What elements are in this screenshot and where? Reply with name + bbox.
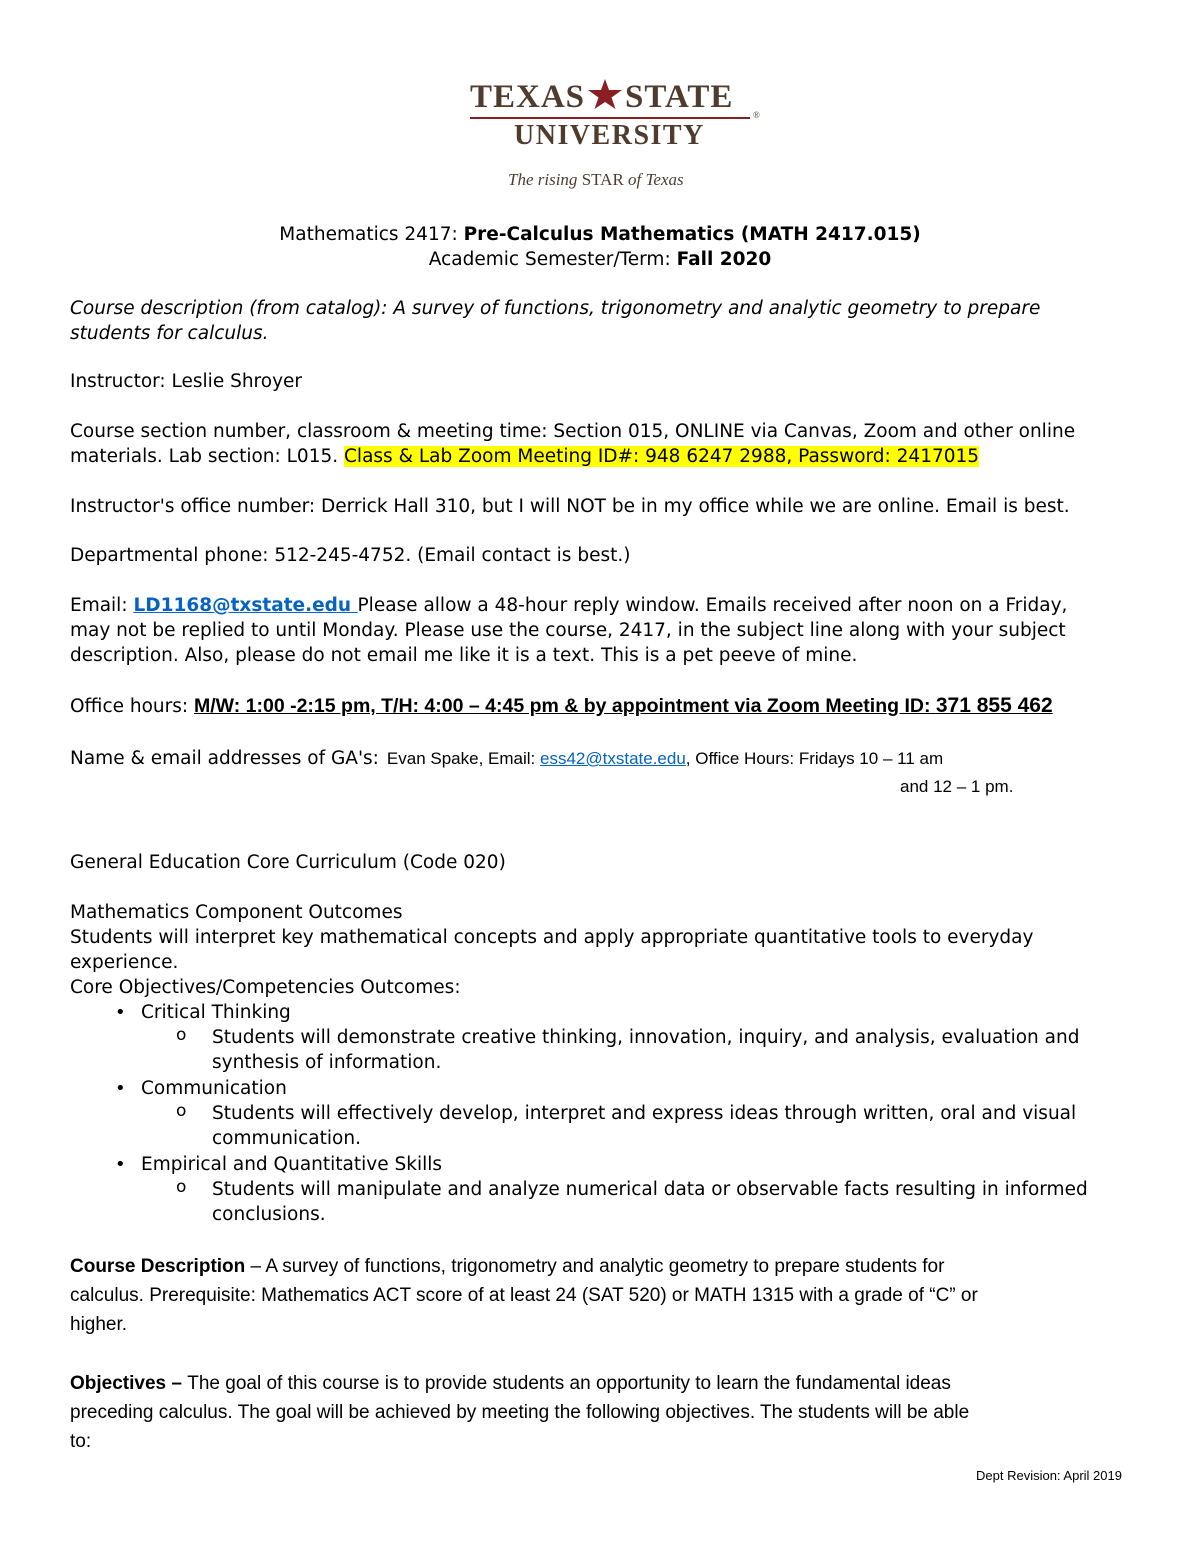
course-title-line: Mathematics 2417: Pre-Calculus Mathematics (MATH 2417.015): [279, 224, 921, 245]
sub-bullet-icon: o: [176, 1177, 187, 1197]
office-number-line: Instructor's office number: Derrick Hall 310, but I will NOT be in my office while we are online. Email is best.: [70, 496, 1070, 517]
core-statement-line2: experience.: [70, 952, 179, 973]
section-line2: materials. Lab section: L015. Class & Lab Zoom Meeting ID#: 948 6247 2988, Password: 2417015: [70, 446, 980, 467]
bullet-icon: •: [115, 1002, 126, 1023]
core-item-detail: Students will effectively develop, interpret and express ideas through written, oral and visual: [212, 1103, 1077, 1124]
course-description-line2: calculus. Prerequisite: Mathematics ACT score of at least 24 (SAT 520) or MATH 1315 with a grade of “C” or: [70, 1285, 978, 1306]
core-item-detail: communication.: [212, 1128, 361, 1149]
zoom-meeting-highlight: Class & Lab Zoom Meeting ID#: 948 6247 2988, Password: 2417015: [344, 446, 980, 467]
logo-university: UNIVERSITY: [514, 120, 705, 151]
core-item-title: Critical Thinking: [141, 1002, 291, 1023]
dept-phone-line: Departmental phone: 512-245-4752. (Email contact is best.): [70, 545, 631, 566]
logo-wordmark: [470, 78, 733, 116]
sub-bullet-icon: o: [176, 1101, 187, 1121]
instructor-email-link[interactable]: LD1168@txstate.edu: [133, 595, 358, 616]
core-item-title: Empirical and Quantitative Skills: [141, 1154, 443, 1175]
section-line1: Course section number, classroom & meeting time: Section 015, ONLINE via Canvas, Zoom and other online: [70, 421, 1076, 442]
objectives-line3: to:: [70, 1431, 92, 1452]
core-statement-line1: Students will interpret key mathematical concepts and apply appropriate quantitative tools to everyday: [70, 927, 1034, 948]
objectives-line1: Objectives – The goal of this course is to provide students an opportunity to learn the fundamental ideas: [70, 1373, 951, 1394]
core-item-title: Communication: [141, 1078, 287, 1099]
office-hours-meeting-id: 371 855 462: [935, 694, 1053, 717]
course-title: Pre-Calculus Mathematics (MATH 2417.015): [463, 224, 921, 245]
term-line: Academic Semester/Term: Fall 2020: [428, 249, 772, 270]
logo-rule: [470, 117, 750, 119]
core-heading: General Education Core Curriculum (Code 020): [70, 852, 506, 873]
logo-word-texas: TEXAS: [470, 79, 586, 115]
logo-word-state: STATE: [625, 79, 734, 115]
dept-revision-footer: Dept Revision: April 2019: [976, 1468, 1122, 1483]
logo-tagline: The rising STAR of Texas: [508, 170, 684, 189]
office-hours-line: Office hours: M/W: 1:00 -2:15 pm, T/H: 4:00 – 4:45 pm & by appointment via Zoom Meeting ID: 371 855 462: [70, 694, 1053, 717]
objectives-label: Objectives –: [70, 1373, 188, 1394]
course-description-label: Course Description: [70, 1256, 246, 1277]
catalog-description-line2: students for calculus.: [70, 323, 269, 344]
ga-email-link[interactable]: ess42@txstate.edu: [540, 749, 686, 768]
bullet-icon: •: [115, 1078, 126, 1099]
bullet-icon: •: [115, 1154, 126, 1175]
star-icon: [587, 78, 623, 110]
catalog-description-line1: Course description (from catalog): A survey of functions, trigonometry and analytic geometry to prepare: [70, 298, 1041, 319]
sub-bullet-icon: o: [176, 1025, 187, 1045]
office-hours-value: M/W: 1:00 -2:15 pm, T/H: 4:00 – 4:45 pm & by appointment via Zoom Meeting ID: 371 855 462: [194, 694, 1053, 717]
email-line2: may not be replied to until Monday. Please use the course, 2417, in the subject line along with your subject: [70, 620, 1066, 641]
email-line1: Email: LD1168@txstate.edu Please allow a 48-hour reply window. Emails received after noon on a Friday,: [70, 595, 1068, 616]
course-description-line3: higher.: [70, 1314, 128, 1335]
objectives-line2: preceding calculus. The goal will be achieved by meeting the following objectives. The students will be able: [70, 1402, 970, 1423]
term-value: Fall 2020: [676, 249, 772, 270]
core-item-detail: Students will manipulate and analyze numerical data or observable facts resulting in informed: [212, 1179, 1088, 1200]
core-item-detail: Students will demonstrate creative thinking, innovation, inquiry, and analysis, evaluation and: [212, 1027, 1080, 1048]
ga-line1: Name & email addresses of GA's: Evan Spake, Email: ess42@txstate.edu, Office Hours: Fridays 10 – 11 am: [70, 748, 944, 769]
instructor-line: Instructor: Leslie Shroyer: [70, 371, 303, 392]
university-logo: [470, 78, 770, 193]
core-objectives-heading: Core Objectives/Competencies Outcomes:: [70, 977, 461, 998]
core-item-detail: conclusions.: [212, 1204, 326, 1225]
core-item-detail: synthesis of information.: [212, 1052, 442, 1073]
course-description-line1: Course Description – A survey of functions, trigonometry and analytic geometry to prepare students for: [70, 1256, 945, 1277]
registered-mark: ®: [753, 110, 760, 120]
core-component: Mathematics Component Outcomes: [70, 902, 403, 923]
ga-line2: and 12 – 1 pm.: [900, 777, 1014, 796]
email-line3: description. Also, please do not email me like it is a text. This is a pet peeve of mine.: [70, 645, 858, 666]
